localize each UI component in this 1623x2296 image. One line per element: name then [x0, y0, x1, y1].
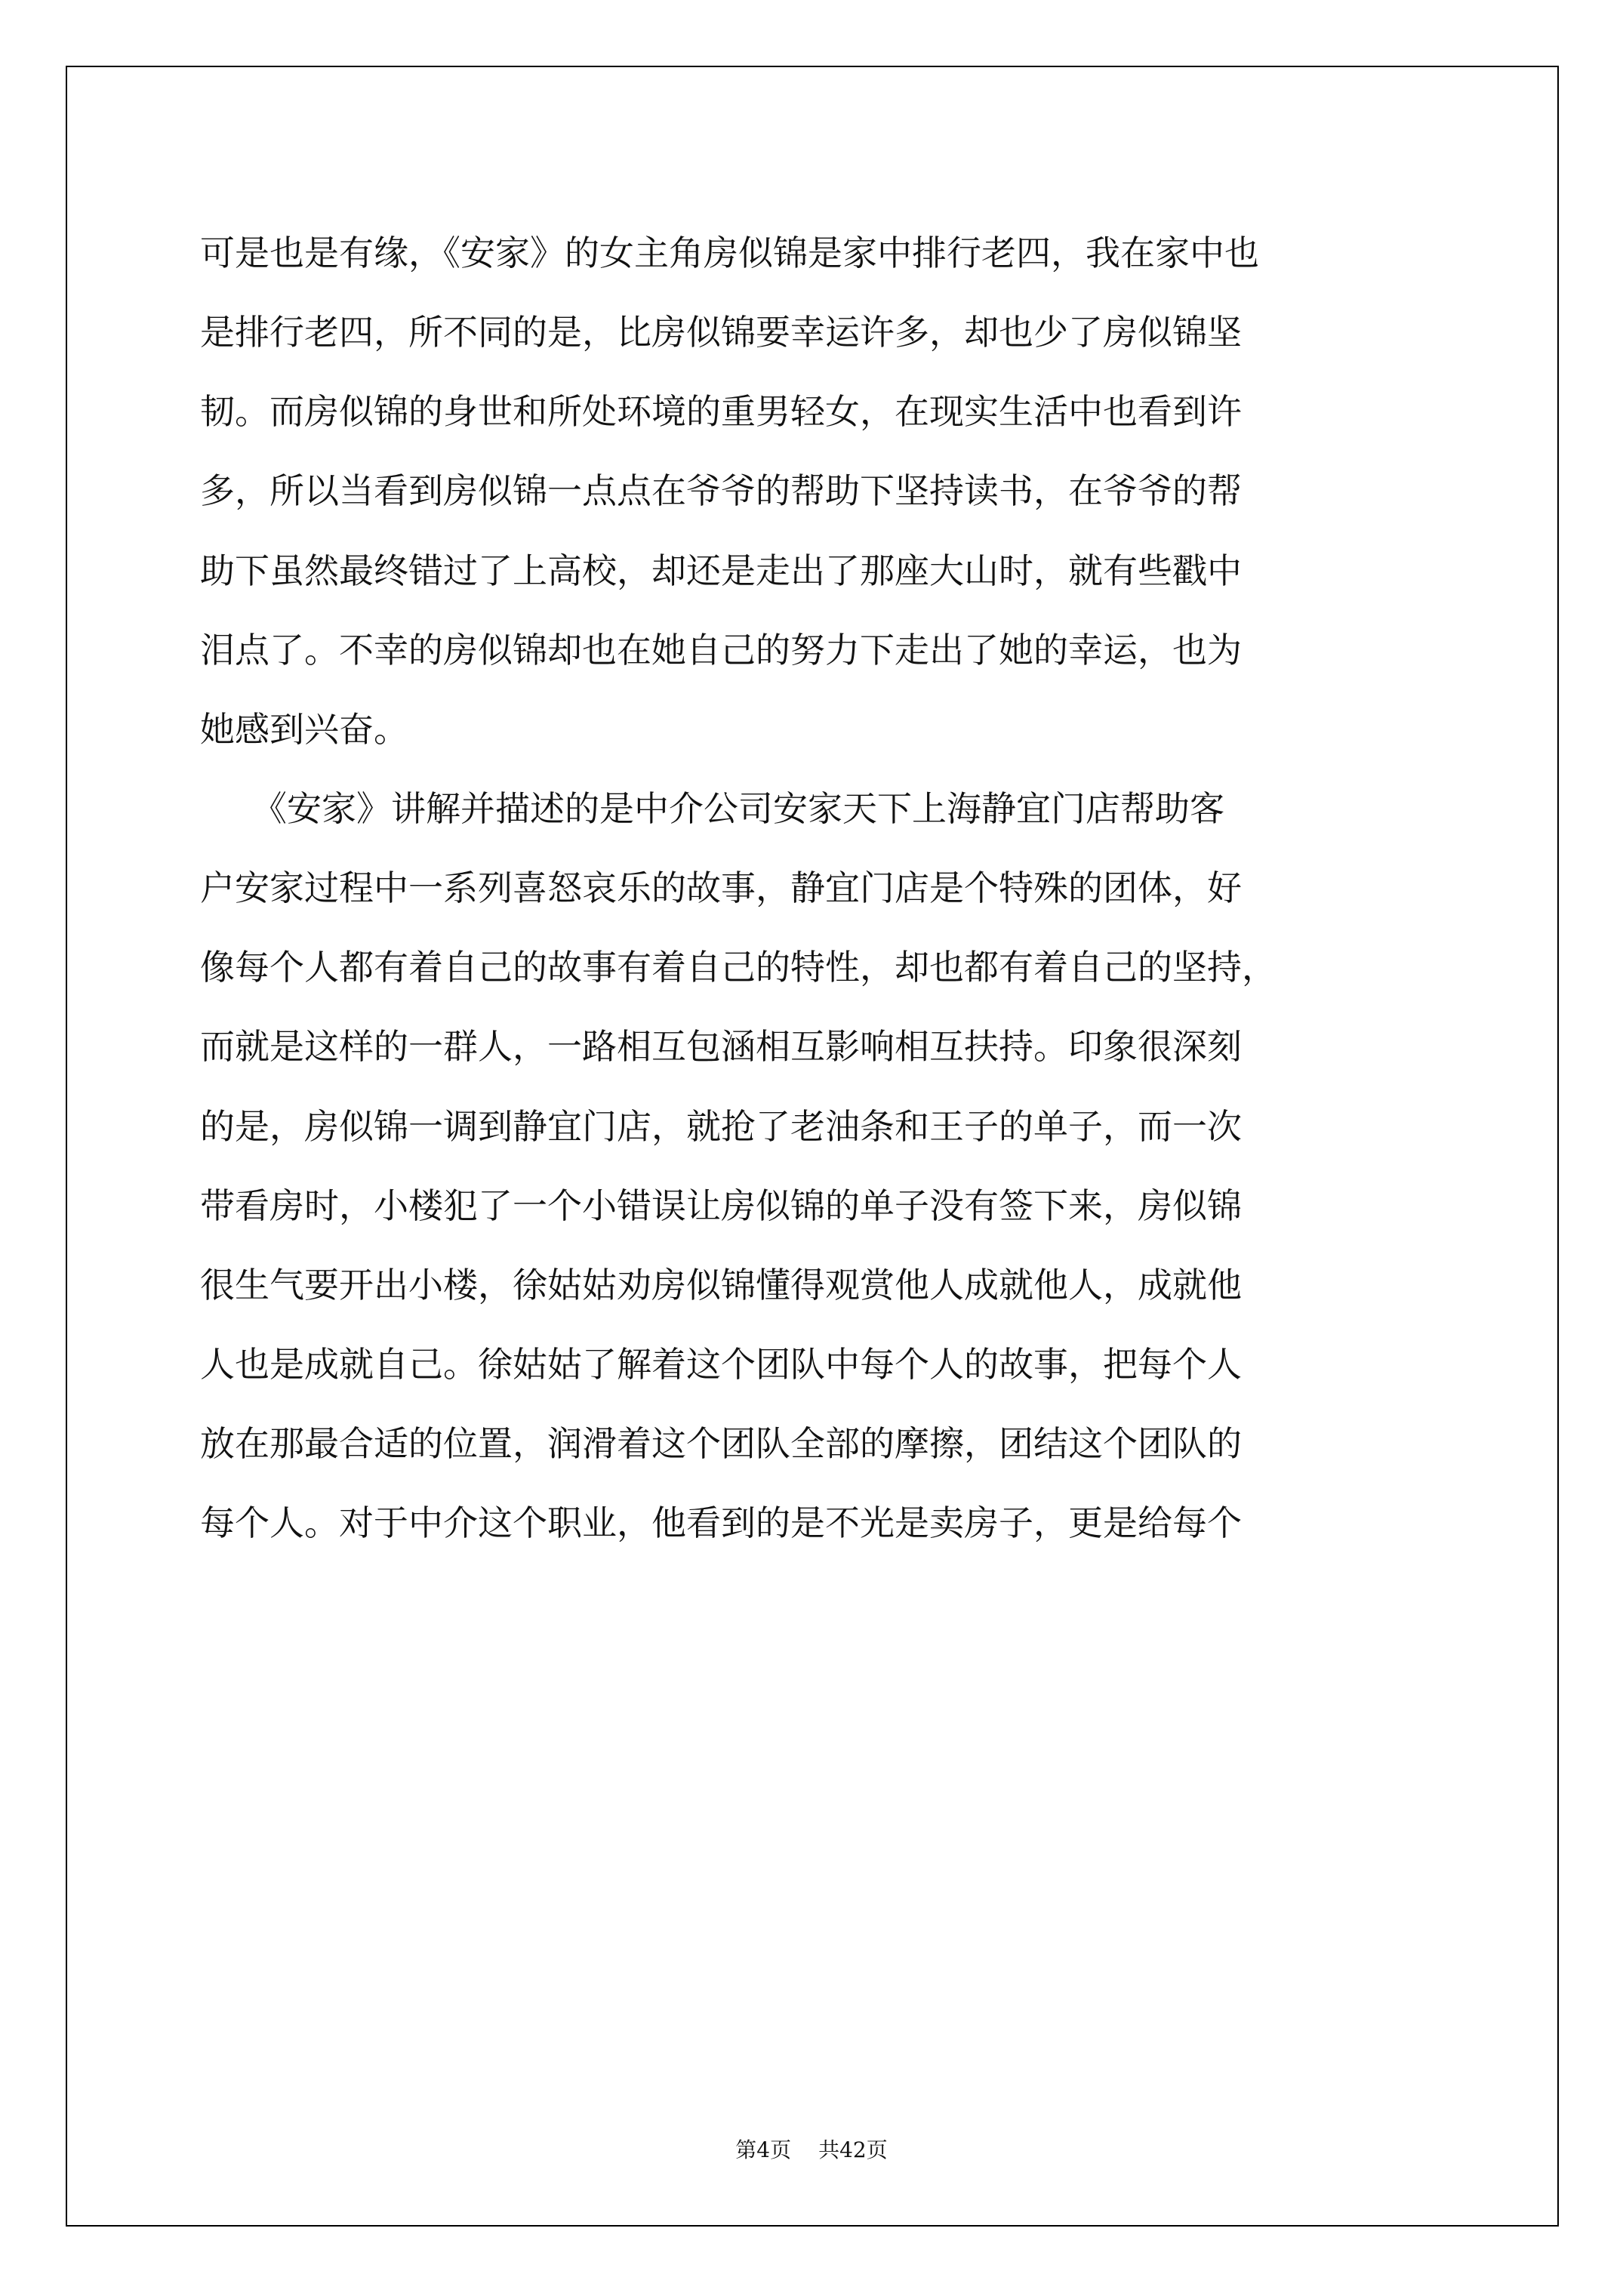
text-line: 多，所以当看到房似锦一点点在爷爷的帮助下坚持读书，在爷爷的帮 [200, 470, 1242, 511]
text-line: 而就是这样的一群人，一路相互包涵相互影响相互扶持。印象很深刻 [200, 1026, 1242, 1067]
text-line: 她感到兴奋。 [200, 709, 408, 750]
text-line: 的是，房似锦一调到静宜门店，就抢了老油条和王子的单子，而一次 [200, 1106, 1242, 1147]
page-total: 共42页 [818, 2137, 888, 2162]
text-line: 人也是成就自己。徐姑姑了解着这个团队中每个人的故事，把每个人 [200, 1344, 1242, 1385]
text-line: 像每个人都有着自己的故事有着自己的特性，却也都有着自己的坚持， [200, 947, 1277, 988]
page-footer [0, 2134, 1623, 2164]
text-line: 是排行老四，所不同的是，比房似锦要幸运许多，却也少了房似锦坚 [200, 312, 1242, 353]
text-line: 每个人。对于中介这个职业，他看到的是不光是卖房子，更是给每个 [200, 1502, 1242, 1543]
text-line: 可是也是有缘，《安家》的女主角房似锦是家中排行老四，我在家中也 [200, 233, 1259, 273]
text-line: 《安家》讲解并描述的是中介公司安家天下上海静宜门店帮助客 [200, 788, 1224, 829]
page-number: 第4页 [735, 2137, 792, 2162]
text-line: 很生气要开出小楼，徐姑姑劝房似锦懂得观赏他人成就他人，成就他 [200, 1265, 1242, 1305]
text-line: 韧。而房似锦的身世和所处环境的重男轻女，在现实生活中也看到许 [200, 391, 1242, 432]
text-line: 户安家过程中一系列喜怒哀乐的故事，静宜门店是个特殊的团体，好 [200, 868, 1242, 908]
text-line: 带看房时，小楼犯了一个小错误让房似锦的单子没有签下来，房似锦 [200, 1185, 1242, 1226]
text-line: 放在那最合适的位置，润滑着这个团队全部的摩擦，团结这个团队的 [200, 1423, 1242, 1464]
text-line: 助下虽然最终错过了上高校，却还是走出了那座大山时，就有些戳中 [200, 550, 1242, 591]
text-line: 泪点了。不幸的房似锦却也在她自己的努力下走出了她的幸运，也为 [200, 630, 1242, 670]
